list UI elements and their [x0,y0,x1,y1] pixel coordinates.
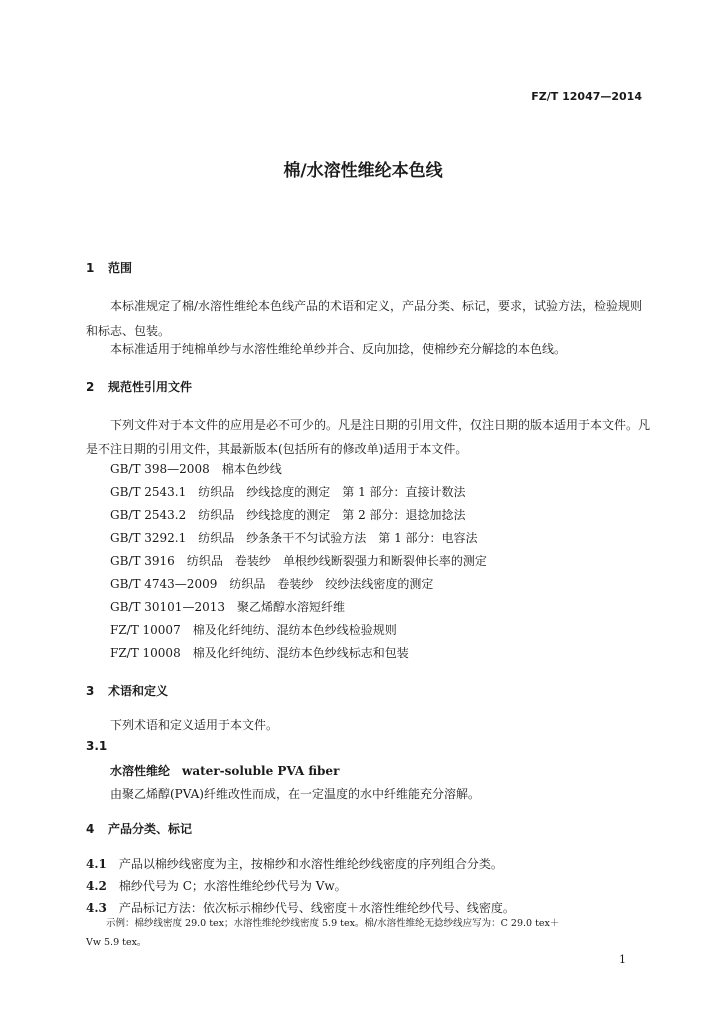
section-1-heading: 1 范围 [86,261,133,275]
section-2-intro: 下列文件对于本文件的应用是必不可少的。凡是注日期的引用文件，仅注日期的版本适用于本文件。凡是不注日期的引用文件，其最新版本(包括所有的修改单)适用于本文件。 [86,418,651,456]
section-3-intro: 下列术语和定义适用于本文件。 [110,718,279,732]
reference-item: GB/T 4743—2009 纺织品 卷装纱 绞纱法线密度的测定 [110,577,434,591]
page-number: 1 [619,953,626,966]
reference-item: FZ/T 10008 棉及化纤纯纺、混纺本色纱线标志和包装 [110,646,409,660]
clause-4-1: 4.1 产品以棉纱线密度为主，按棉纱和水溶性维纶纱线密度的序列组合分类。 [86,857,503,871]
document-title: 棉/水溶性维纶本色线 [283,161,443,181]
example-line-2: Vw 5.9 tex。 [86,937,147,948]
clause-4-3: 4.3 产品标记方法：依次标示棉纱代号、线密度＋水溶性维纶纱代号、线密度。 [86,901,515,915]
reference-item: GB/T 3916 纺织品 卷装纱 单根纱线断裂强力和断裂伸长率的测定 [110,554,487,568]
reference-item: GB/T 3292.1 纺织品 纱条条干不匀试验方法 第 1 部分：电容法 [110,531,478,545]
reference-item: GB/T 2543.2 纺织品 纱线捻度的测定 第 2 部分：退捻加捻法 [110,508,466,522]
section-2-heading: 2 规范性引用文件 [86,380,193,394]
reference-item: GB/T 2543.1 纺织品 纱线捻度的测定 第 1 部分：直接计数法 [110,485,466,499]
term-number: 3.1 [86,739,108,753]
clause-4-2: 4.2 棉纱代号为 C；水溶性维纶纱代号为 Vw。 [86,879,347,893]
term-name: 水溶性维纶 water-soluble PVA fiber [110,764,340,778]
reference-item: FZ/T 10007 棉及化纤纯纺、混纺本色纱线检验规则 [110,623,397,637]
reference-item: GB/T 30101—2013 聚乙烯醇水溶短纤维 [110,600,346,614]
section-4-heading: 4 产品分类、标记 [86,822,193,836]
term-definition: 由聚乙烯醇(PVA)纤维改性而成，在一定温度的水中纤维能充分溶解。 [110,787,480,801]
example-line-1: 示例：棉纱线密度 29.0 tex；水溶性维纶纱线密度 5.9 tex。棉/水溶性维纶无捻纱线应写为：C 29.0 tex＋ [106,918,560,929]
reference-item: GB/T 398—2008 棉本色纱线 [110,462,282,476]
section-3-heading: 3 术语和定义 [86,684,169,698]
section-1-paragraph-2: 本标准适用于纯棉单纱与水溶性维纶单纱并合、反向加捻，使棉纱充分解捻的本色线。 [110,342,567,356]
section-1-paragraph-1: 本标准规定了棉/水溶性维纶本色线产品的术语和定义，产品分类、标记，要求，试验方法，检验规则和标志、包装。 [86,299,643,338]
standard-code: FZ/T 12047—2014 [531,90,642,103]
